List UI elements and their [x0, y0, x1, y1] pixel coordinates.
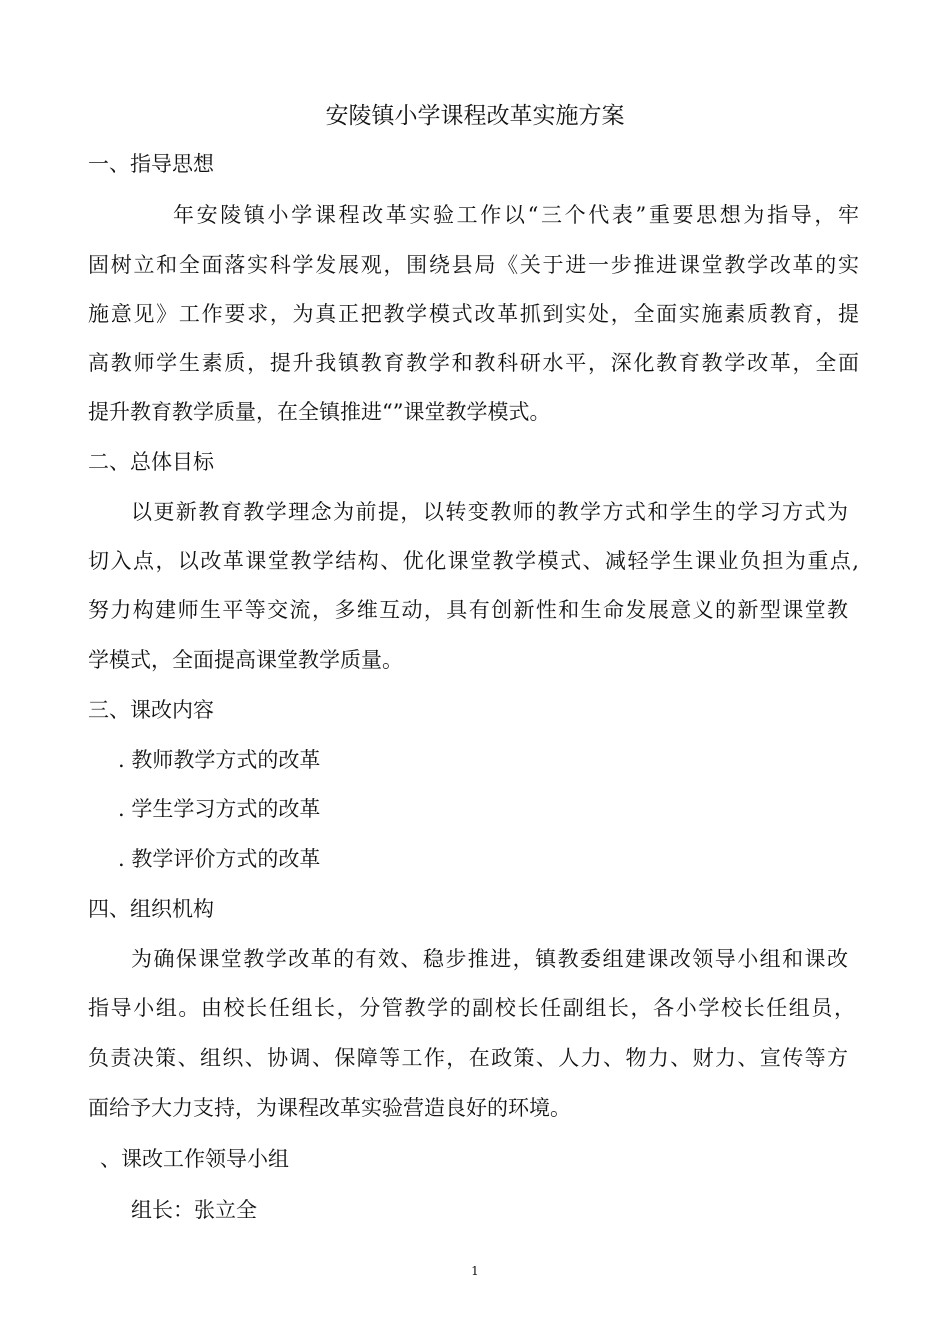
paragraph-line: 年安陵镇小学课程改革实验工作以“三个代表”重要思想为指导，牢 [173, 203, 859, 227]
paragraph-line: 为确保课堂教学改革的有效、稳步推进，镇教委组建课改领导小组和课改 [131, 947, 848, 971]
paragraph-line: 切入点，以改革课堂教学结构、优化课堂教学模式、减轻学生课业负担为重点, [88, 549, 859, 573]
page-number: 1 [471, 1264, 479, 1278]
section-heading-guiding-ideology: 一、指导思想 [88, 152, 214, 176]
list-item: . 教学评价方式的改革 [118, 847, 321, 871]
section-heading-organization: 四、组织机构 [88, 897, 214, 921]
document-title: 安陵镇小学课程改革实施方案 [325, 103, 625, 129]
section-heading-reform-content: 三、课改内容 [88, 698, 214, 722]
paragraph-line: 学模式，全面提高课堂教学质量。 [88, 648, 403, 672]
paragraph-line: 指导小组。由校长任组长，分管教学的副校长任副组长，各小学校长任组员， [88, 996, 855, 1020]
paragraph-line: 以更新教育教学理念为前提，以转变教师的教学方式和学生的学习方式为 [131, 500, 848, 524]
paragraph-line: 面给予大力支持，为课程改革实验营造良好的环境。 [88, 1096, 571, 1120]
paragraph-line: 固树立和全面落实科学发展观，围绕县局《关于进一步推进课堂教学改革的实 [88, 253, 859, 277]
list-item: . 教师教学方式的改革 [118, 748, 321, 772]
subsection-heading-leadership-group: 、课改工作领导小组 [100, 1147, 289, 1171]
paragraph-line: 高教师学生素质，提升我镇教育教学和教科研水平，深化教育教学改革，全面 [88, 351, 859, 375]
paragraph-line: 努力构建师生平等交流，多维互动，具有创新性和生命发展意义的新型课堂教 [88, 598, 848, 622]
section-heading-overall-goal: 二、总体目标 [88, 450, 214, 474]
leader-entry: 组长：张立全 [131, 1198, 257, 1222]
paragraph-line: 负责决策、组织、协调、保障等工作，在政策、人力、物力、财力、宣传等方 [88, 1046, 848, 1070]
paragraph-line: 施意见》工作要求，为真正把教学模式改革抓到实处，全面实施素质教育，提 [88, 302, 859, 326]
paragraph-line: 提升教育教学质量，在全镇推进“”课堂教学模式。 [88, 400, 551, 424]
list-item: . 学生学习方式的改革 [118, 797, 321, 821]
